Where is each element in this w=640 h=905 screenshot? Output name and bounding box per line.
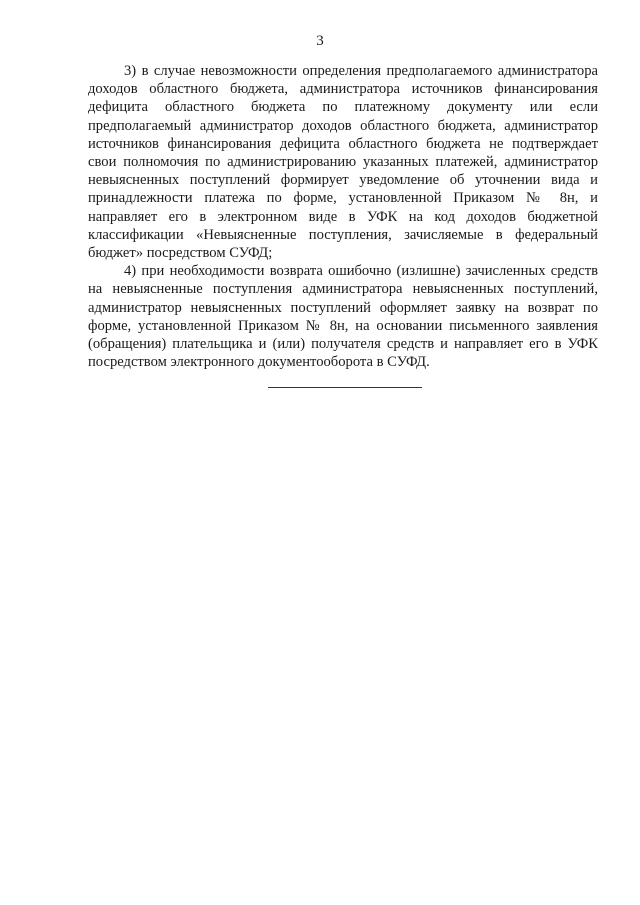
- paragraph-item-4: 4) при необходимости возврата ошибочно (излишне) зачисленных средств на невыясненные поступления администратора невыясненных поступлений, администратор невыясненных поступлений оформляет заявку на возврат по форме, установленной Приказом № 8н, на основании письменного заявления (обращения) плательщика и (или) получателя средств и направляет его в УФК посредством электронного документооборота в СУФД.: [88, 263, 598, 371]
- paragraph-item-3: 3) в случае невозможности определения предполагаемого администратора доходов областного бюджета, администратора источников финансирования дефицита областного бюджета по платежному документу или если предполагаемый администратор доходов областного бюджета, администратор источников финансирования дефицита областного бюджета не подтверждает свои полномочия по администрированию указанных платежей, администратор невыясненных поступлений формирует уведомление об уточнении вида и принадлежности платежа по форме, установленной Приказом № 8н, и направляет его в электронном виде в УФК на код доходов бюджетной классификации «Невыясненные поступления, зачисляемые в федеральный бюджет» посредством СУФД;: [88, 63, 598, 262]
- document-body: [88, 62, 598, 371]
- closing-separator-line: [268, 387, 422, 388]
- page-number: 3: [316, 33, 324, 49]
